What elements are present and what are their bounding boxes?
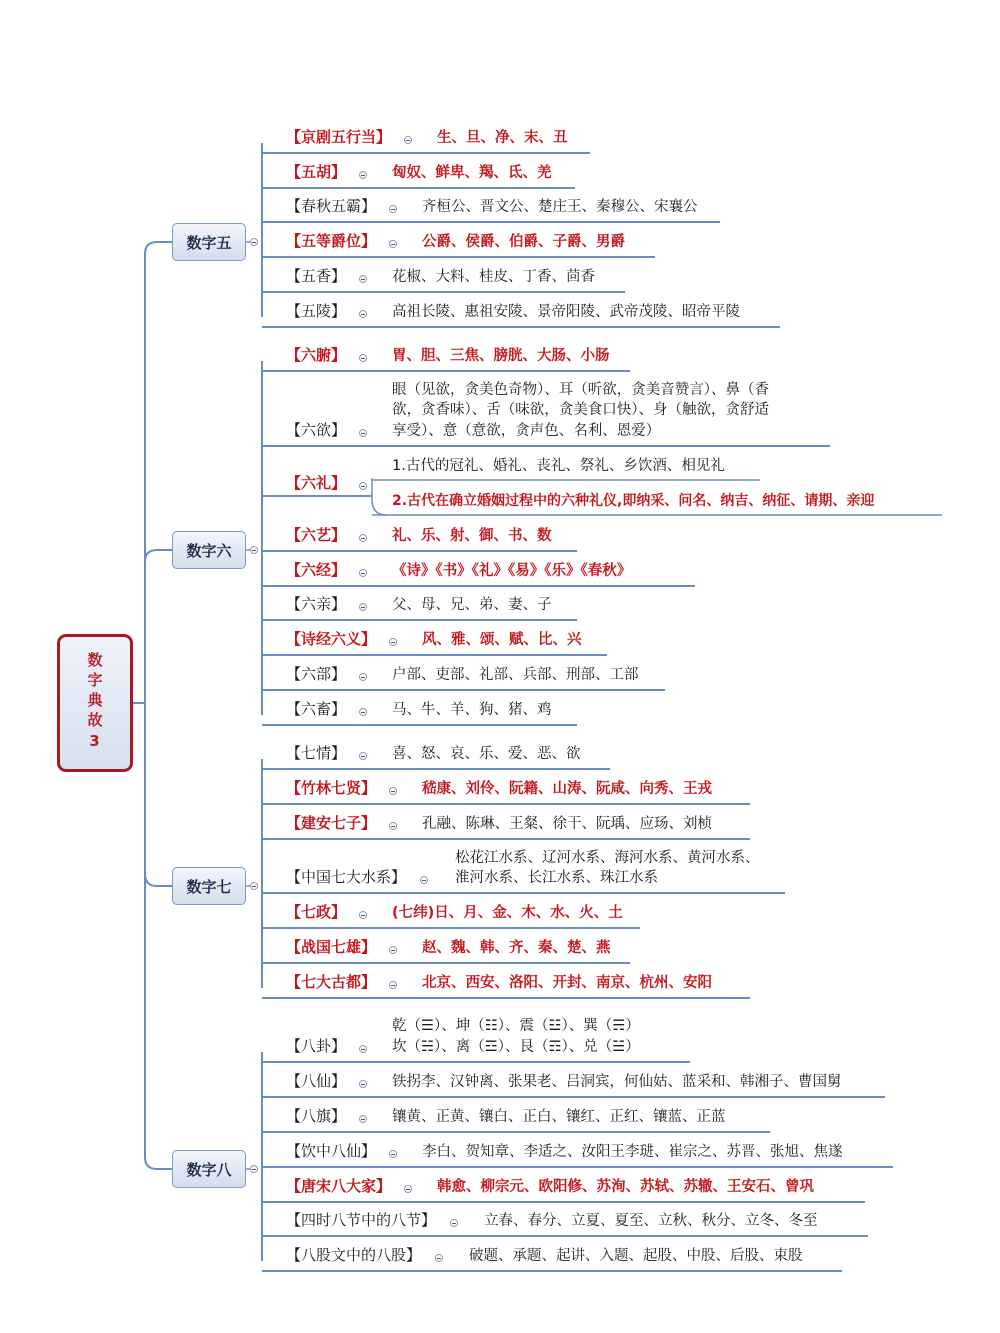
leaf-value: 父、母、兄、弟、妻、子 [392, 597, 552, 613]
branch-label: 数字五 [186, 233, 232, 252]
leaf-value: 欲，贪香味）、舌（味欲，贪美食口快）、身（触欲，贪舒适 [392, 402, 769, 418]
leaf-value: 孔融、陈琳、王粲、徐干、阮瑀、应玚、刘桢 [422, 816, 712, 832]
leaf-value: 公爵、侯爵、伯爵、子爵、男爵 [422, 234, 625, 250]
leaf-value: 嵇康、刘伶、阮籍、山涛、阮咸、向秀、王戎 [422, 781, 712, 797]
collapse-toggle-icon[interactable] [359, 275, 367, 283]
collapse-toggle-icon[interactable] [359, 1115, 367, 1123]
leaf-value: 乾（☰）、坤（☷）、震（☳）、巽（☴） [392, 1018, 640, 1034]
leaf-label: 【八股文中的八股】 [286, 1246, 422, 1264]
leaf-label: 【六腑】 [286, 346, 347, 364]
branch-node-five[interactable] [172, 223, 246, 261]
leaf-value: 风、雅、颂、赋、比、兴 [422, 632, 582, 648]
collapse-toggle-icon[interactable] [359, 171, 367, 179]
collapse-toggle-icon[interactable] [359, 1080, 367, 1088]
leaf-value: 1.古代的冠礼、婚礼、丧礼、祭礼、乡饮酒、相见礼 [392, 458, 725, 474]
root-label: 数字典故3 [85, 651, 104, 755]
leaf-label: 【中国七大水系】 [286, 868, 407, 886]
collapse-toggle-icon[interactable] [359, 534, 367, 542]
collapse-toggle-icon[interactable] [250, 1165, 258, 1173]
leaf-value: 镶黄、正黄、镶白、正白、镶红、正红、镶蓝、正蓝 [392, 1109, 726, 1125]
leaf-value: 淮河水系、长江水系、珠江水系 [455, 870, 658, 886]
branch-node-seven[interactable] [172, 867, 246, 905]
leaf-label: 【七大古都】 [286, 973, 377, 991]
collapse-toggle-icon[interactable] [359, 569, 367, 577]
leaf-label: 【七政】 [286, 903, 347, 921]
leaf-label: 【四时八节中的八节】 [286, 1211, 437, 1229]
connector [145, 550, 172, 562]
leaf-value: 高祖长陵、惠祖安陵、景帝阳陵、武帝茂陵、昭帝平陵 [392, 304, 740, 320]
branch-label: 数字八 [186, 1160, 232, 1179]
collapse-toggle-icon[interactable] [450, 1219, 458, 1227]
leaf-label: 【竹林七贤】 [286, 779, 377, 797]
leaf-label: 【建安七子】 [286, 814, 377, 832]
leaf-value: 花椒、大料、桂皮、丁香、茴香 [392, 269, 595, 285]
branch-label: 数字六 [186, 541, 232, 560]
collapse-toggle-icon[interactable] [250, 882, 258, 890]
leaf-label: 【饮中八仙】 [286, 1142, 377, 1160]
leaf-label: 【唐宋八大家】 [286, 1177, 392, 1195]
collapse-toggle-icon[interactable] [359, 482, 367, 490]
collapse-toggle-icon[interactable] [359, 354, 367, 362]
leaf-label: 【八仙】 [286, 1072, 347, 1090]
leaf-value: 礼、乐、射、御、书、数 [392, 528, 552, 544]
collapse-toggle-icon[interactable] [359, 911, 367, 919]
collapse-toggle-icon[interactable] [359, 429, 367, 437]
collapse-toggle-icon[interactable] [359, 603, 367, 611]
leaf-label: 【五等爵位】 [286, 232, 377, 250]
leaf-label: 【春秋五霸】 [286, 197, 377, 215]
connector [372, 499, 386, 515]
leaf-label: 【八卦】 [286, 1037, 347, 1055]
leaf-label: 【六部】 [286, 665, 347, 683]
leaf-value: 2.古代在确立婚姻过程中的六种礼仪,即纳采、问名、纳吉、纳征、请期、亲迎 [392, 493, 875, 509]
leaf-value: 马、牛、羊、狗、猪、鸡 [392, 702, 552, 718]
leaf-value: 户部、吏部、礼部、兵部、刑部、工部 [392, 667, 639, 683]
leaf-label: 【七情】 [286, 744, 347, 762]
leaf-value: 坎（☵）、离（☲）、艮（☶）、兑（☱） [392, 1039, 640, 1055]
leaf-value: 赵、魏、韩、齐、秦、楚、燕 [422, 940, 611, 956]
leaf-label: 【五胡】 [286, 163, 347, 181]
branch-node-six[interactable] [172, 531, 246, 569]
collapse-toggle-icon[interactable] [435, 1254, 443, 1262]
branch-label: 数字七 [186, 877, 232, 896]
leaf-value: 胃、胆、三焦、膀胱、大肠、小肠 [392, 348, 610, 364]
collapse-toggle-icon[interactable] [250, 238, 258, 246]
connector [145, 242, 172, 254]
leaf-value: 韩愈、柳宗元、欧阳修、苏洵、苏轼、苏辙、王安石、曾巩 [437, 1179, 814, 1195]
leaf-value: 齐桓公、晋文公、楚庄王、秦穆公、宋襄公 [422, 199, 698, 215]
leaf-label: 【六亲】 [286, 595, 347, 613]
leaf-label: 【战国七雄】 [286, 938, 377, 956]
collapse-toggle-icon[interactable] [420, 876, 428, 884]
leaf-label: 【六经】 [286, 561, 347, 579]
leaf-label: 【诗经六义】 [286, 630, 377, 648]
leaf-label: 【五香】 [286, 267, 347, 285]
leaf-value: 铁拐李、汉钟离、张果老、吕洞宾，何仙姑、蓝采和、韩湘子、曹国舅 [392, 1074, 842, 1090]
leaf-label: 【六礼】 [286, 474, 347, 492]
leaf-label: 【八旗】 [286, 1107, 347, 1125]
leaf-value: 匈奴、鲜卑、羯、氐、羌 [392, 165, 552, 181]
connector [145, 1157, 172, 1169]
collapse-toggle-icon[interactable] [359, 1045, 367, 1053]
leaf-value: 北京、西安、洛阳、开封、南京、杭州、安阳 [422, 975, 712, 991]
leaf-value: 享受）、意（意欲，贪声色、名利、恩爱） [392, 423, 661, 439]
leaf-value: 李白、贺知章、李适之、汝阳王李琎、崔宗之、苏晋、张旭、焦遂 [422, 1144, 843, 1160]
root-node[interactable] [57, 634, 133, 772]
leaf-label: 【六艺】 [286, 526, 347, 544]
leaf-label: 【六畜】 [286, 700, 347, 718]
leaf-label: 【五陵】 [286, 302, 347, 320]
leaf-value: 立春、春分、立夏、夏至、立秋、秋分、立冬、冬至 [484, 1213, 818, 1229]
branch-node-eight[interactable] [172, 1150, 246, 1188]
collapse-toggle-icon[interactable] [359, 708, 367, 716]
collapse-toggle-icon[interactable] [250, 546, 258, 554]
leaf-value: 喜、怒、哀、乐、爱、恶、欲 [392, 746, 581, 762]
leaf-label: 【京剧五行当】 [286, 128, 392, 146]
leaf-value: 破题、承题、起讲、入题、起股、中股、后股、束股 [469, 1248, 803, 1264]
collapse-toggle-icon[interactable] [359, 310, 367, 318]
leaf-value: 《诗》《书》《礼》《易》《乐》《春秋》 [392, 563, 632, 579]
collapse-toggle-icon[interactable] [359, 673, 367, 681]
leaf-value: 生、旦、净、末、丑 [437, 130, 568, 146]
leaf-value: 眼（见欲，贪美色奇物）、耳（听欲，贪美音赞言）、鼻（香 [392, 382, 769, 398]
connector [145, 874, 172, 886]
collapse-toggle-icon[interactable] [359, 752, 367, 760]
leaf-value: (七纬)日、月、金、木、水、火、土 [392, 905, 623, 921]
leaf-label: 【六欲】 [286, 421, 347, 439]
leaf-value: 松花江水系、辽河水系、海河水系、黄河水系、 [455, 850, 760, 866]
